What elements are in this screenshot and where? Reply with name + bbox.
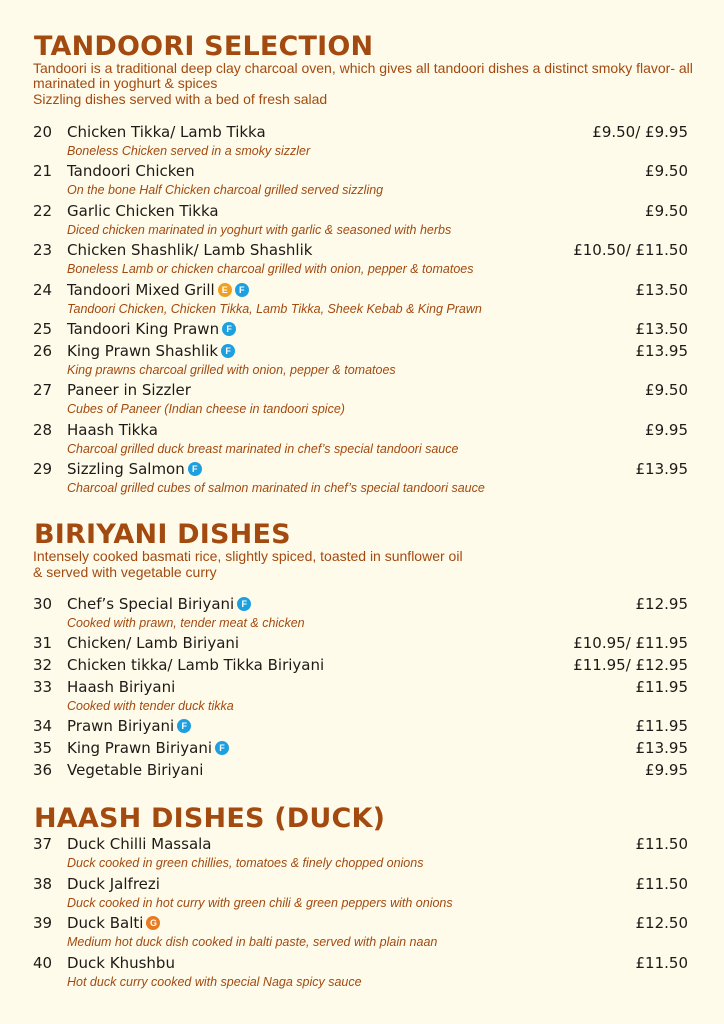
item-name-group: [67, 595, 251, 613]
item-price: £9.95: [645, 421, 688, 439]
item-price: £13.50: [635, 320, 688, 338]
item-description: Boneless Chicken served in a smoky sizzler: [67, 144, 311, 158]
item-name: Prawn Biriyani: [67, 717, 175, 735]
item-price: £12.50: [635, 914, 688, 932]
item-price: £10.50/ £11.50: [573, 241, 688, 259]
allergen-f-icon: F: [237, 597, 251, 611]
item-name: Chef’s Special Biriyani: [67, 595, 235, 613]
allergen-f-icon: F: [235, 283, 249, 297]
allergen-f-icon: F: [177, 719, 191, 733]
item-number: 32: [33, 656, 53, 674]
item-name-group: [67, 421, 158, 439]
allergen-f-icon: F: [188, 462, 202, 476]
item-name: Chicken Shashlik/ Lamb Shashlik: [67, 241, 313, 259]
item-number: 27: [33, 381, 53, 399]
item-name-group: [67, 241, 312, 259]
haash-section-title: HAASH DISHES (DUCK): [34, 803, 386, 834]
allergen-e-icon: E: [218, 283, 232, 297]
item-name: Duck Khushbu: [67, 954, 175, 972]
item-name: Tandoori Chicken: [67, 162, 195, 180]
item-description: King prawns charcoal grilled with onion, pepper & tomatoes: [67, 363, 396, 377]
item-name-group: [67, 914, 160, 932]
item-description: Duck cooked in hot curry with green chili & green peppers with onions: [67, 896, 453, 910]
item-name: Tandoori King Prawn: [67, 320, 220, 338]
item-name-group: [67, 460, 202, 478]
item-description: Tandoori Chicken, Chicken Tikka, Lamb Tikka, Sheek Kebab & King Prawn: [67, 302, 482, 316]
item-name-group: [67, 835, 212, 853]
item-price: £13.95: [635, 460, 688, 478]
item-description: Medium hot duck dish cooked in balti paste, served with plain naan: [67, 935, 438, 949]
item-name-group: [67, 954, 175, 972]
item-name: King Prawn Shashlik: [67, 342, 219, 360]
item-name-group: [67, 875, 160, 893]
item-number: 26: [33, 342, 53, 360]
item-description: On the bone Half Chicken charcoal grilled served sizzling: [67, 183, 384, 197]
item-name: Tandoori Mixed Grill: [67, 281, 215, 299]
item-description: Cubes of Paneer (Indian cheese in tandoori spice): [67, 402, 345, 416]
item-name-group: [67, 123, 266, 141]
item-name: Duck Jalfrezi: [67, 875, 160, 893]
item-description: Boneless Lamb or chicken charcoal grilled with onion, pepper & tomatoes: [67, 262, 474, 276]
tandoori-section-note: Sizzling dishes served with a bed of fresh salad: [33, 91, 328, 107]
item-name-group: [67, 162, 195, 180]
item-name: Garlic Chicken Tikka: [67, 202, 219, 220]
item-name: Chicken Tikka/ Lamb Tikka: [67, 123, 266, 141]
item-name: Paneer in Sizzler: [67, 381, 191, 399]
biriyani-section-title: BIRIYANI DISHES: [34, 519, 291, 550]
item-number: 36: [33, 761, 53, 779]
allergen-f-icon: F: [222, 322, 236, 336]
item-number: 40: [33, 954, 53, 972]
item-name-group: [67, 202, 219, 220]
item-price: £10.95/ £11.95: [573, 634, 688, 652]
item-name-group: [67, 281, 249, 299]
item-price: £9.95: [645, 761, 688, 779]
item-name: Haash Tikka: [67, 421, 158, 439]
item-number: 21: [33, 162, 53, 180]
item-price: £13.95: [635, 739, 688, 757]
item-price: £9.50/ £9.95: [592, 123, 688, 141]
item-name: Haash Biriyani: [67, 678, 176, 696]
item-description: Cooked with tender duck tikka: [67, 699, 234, 713]
item-description: Charcoal grilled cubes of salmon marinated in chef’s special tandoori sauce: [67, 481, 485, 495]
item-name: Chicken tikka/ Lamb Tikka Biriyani: [67, 656, 325, 674]
item-price: £12.95: [635, 595, 688, 613]
item-name-group: [67, 634, 239, 652]
item-price: £11.50: [635, 875, 688, 893]
item-name: Duck Balti: [67, 914, 144, 932]
item-price: £9.50: [645, 162, 688, 180]
item-name-group: [67, 761, 203, 779]
item-price: £9.50: [645, 202, 688, 220]
item-number: 33: [33, 678, 53, 696]
item-price: £9.50: [645, 381, 688, 399]
item-name-group: [67, 342, 235, 360]
item-name-group: [67, 739, 229, 757]
item-number: 34: [33, 717, 53, 735]
item-description: Diced chicken marinated in yoghurt with garlic & seasoned with herbs: [67, 223, 452, 237]
item-name-group: [67, 717, 191, 735]
allergen-g-icon: G: [146, 916, 160, 930]
allergen-f-icon: F: [221, 344, 235, 358]
item-price: £11.95/ £12.95: [573, 656, 688, 674]
item-number: 29: [33, 460, 53, 478]
item-name-group: [67, 320, 236, 338]
item-number: 30: [33, 595, 53, 613]
biriyani-section-note: & served with vegetable curry: [33, 564, 217, 580]
item-name-group: [67, 381, 191, 399]
item-number: 20: [33, 123, 53, 141]
item-price: £13.50: [635, 281, 688, 299]
item-number: 39: [33, 914, 53, 932]
item-number: 38: [33, 875, 53, 893]
item-description: Duck cooked in green chillies, tomatoes & finely chopped onions: [67, 856, 424, 870]
item-number: 23: [33, 241, 53, 259]
item-description: Hot duck curry cooked with special Naga spicy sauce: [67, 975, 362, 989]
item-price: £13.95: [635, 342, 688, 360]
item-number: 24: [33, 281, 53, 299]
biriyani-section-description: Intensely cooked basmati rice, slightly spiced, toasted in sunflower oil: [33, 548, 463, 564]
tandoori-section-title: TANDOORI SELECTION: [34, 31, 374, 62]
item-name: Duck Chilli Massala: [67, 835, 212, 853]
tandoori-section-description: Tandoori is a traditional deep clay charcoal oven, which gives all tandoori dishes a distinct smoky flavor- all marinated in yoghurt & spices: [33, 60, 693, 91]
item-price: £11.50: [635, 835, 688, 853]
item-price: £11.95: [635, 717, 688, 735]
item-number: 28: [33, 421, 53, 439]
item-number: 31: [33, 634, 53, 652]
item-name: Vegetable Biriyani: [67, 761, 204, 779]
item-name: King Prawn Biriyani: [67, 739, 213, 757]
item-name-group: [67, 678, 175, 696]
item-price: £11.95: [635, 678, 688, 696]
item-description: Cooked with prawn, tender meat & chicken: [67, 616, 305, 630]
allergen-f-icon: F: [215, 741, 229, 755]
item-price: £11.50: [635, 954, 688, 972]
item-number: 37: [33, 835, 53, 853]
item-number: 35: [33, 739, 53, 757]
item-description: Charcoal grilled duck breast marinated in chef’s special tandoori sauce: [67, 442, 459, 456]
item-number: 25: [33, 320, 53, 338]
item-number: 22: [33, 202, 53, 220]
item-name-group: [67, 656, 324, 674]
item-name: Sizzling Salmon: [67, 460, 185, 478]
item-name: Chicken/ Lamb Biriyani: [67, 634, 240, 652]
